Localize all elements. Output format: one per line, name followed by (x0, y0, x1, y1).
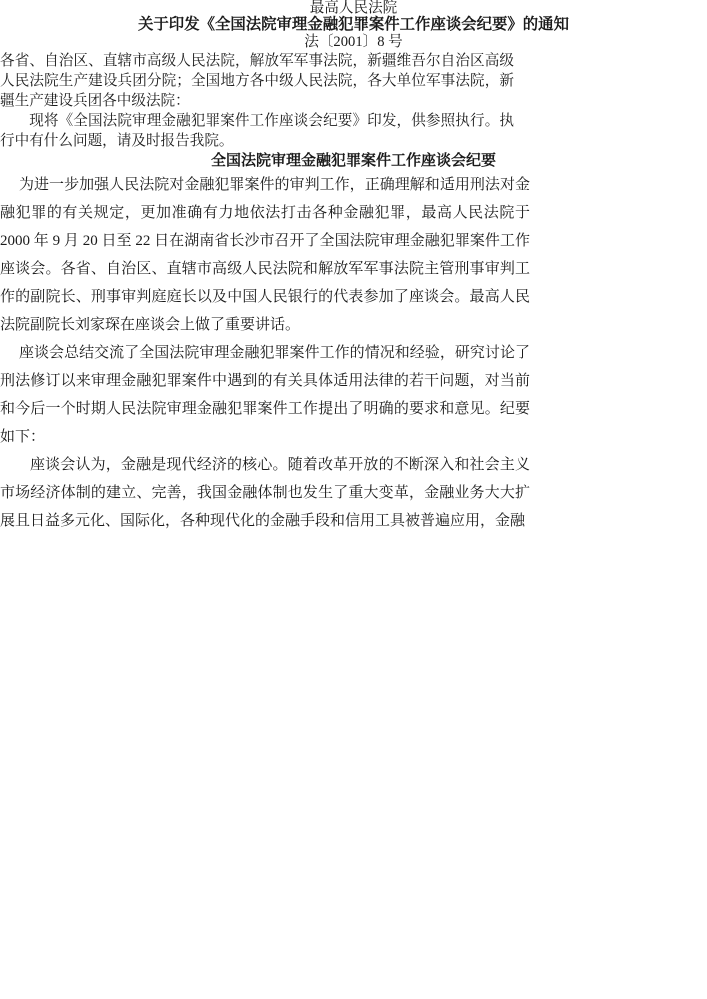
document-title: 关于印发《全国法院审理金融犯罪案件工作座谈会纪要》的通知 (138, 16, 569, 33)
minutes-paragraph-1: 为进一步加强人民法院对金融犯罪案件的审判工作，正确理解和适用刑法对金融犯罪的有关规定，更加准确有力地依法打击各种金融犯罪，最高人民法院于 2000 年 9 月 20 日至 22 日在湖南省长沙市召开了全国法院审理金融犯罪案件工作座谈会。各省、自治区、直辖市高级人民法院和解放军军事法院主管刑事审判工作的副院长、刑事审判庭庭长以及中国人民银行的代表参加了座谈会。最高人民法院副院长刘家琛在座谈会上做了重要讲话。 (0, 177, 530, 333)
addressees-paragraph: 各省、自治区、直辖市高级人民法院，解放军军事法院，新疆维吾尔自治区高级人民法院生产建设兵团分院；全国地方各中级人民法院，各大单位军事法院，新疆生产建设兵团各中级法院： (0, 53, 514, 109)
forwarding-paragraph: 现将《全国法院审理金融犯罪案件工作座谈会纪要》印发，供参照执行。执行中有什么问题，请及时报告我院。 (0, 113, 514, 149)
minutes-paragraph-3: 座谈会认为，金融是现代经济的核心。随着改革开放的不断深入和社会主义市场经济体制的建立、完善，我国金融体制也发生了重大变革，金融业务大大扩展且日益多元化、国际化，各种现代化的金融手段和信用工具被普遍应用，金融 (0, 457, 530, 529)
issuing-organization: 最高人民法院 (309, 0, 398, 16)
minutes-title: 全国法院审理金融犯罪案件工作座谈会纪要 (210, 153, 496, 169)
document-number: 法〔2001〕8 号 (304, 34, 403, 50)
minutes-paragraph-2: 座谈会总结交流了全国法院审理金融犯罪案件工作的情况和经验，研究讨论了刑法修订以来审理金融犯罪案件中遇到的有关具体适用法律的若干问题，对当前和今后一个时期人民法院审理金融犯罪案件工作提出了明确的要求和意见。纪要如下： (0, 345, 530, 445)
